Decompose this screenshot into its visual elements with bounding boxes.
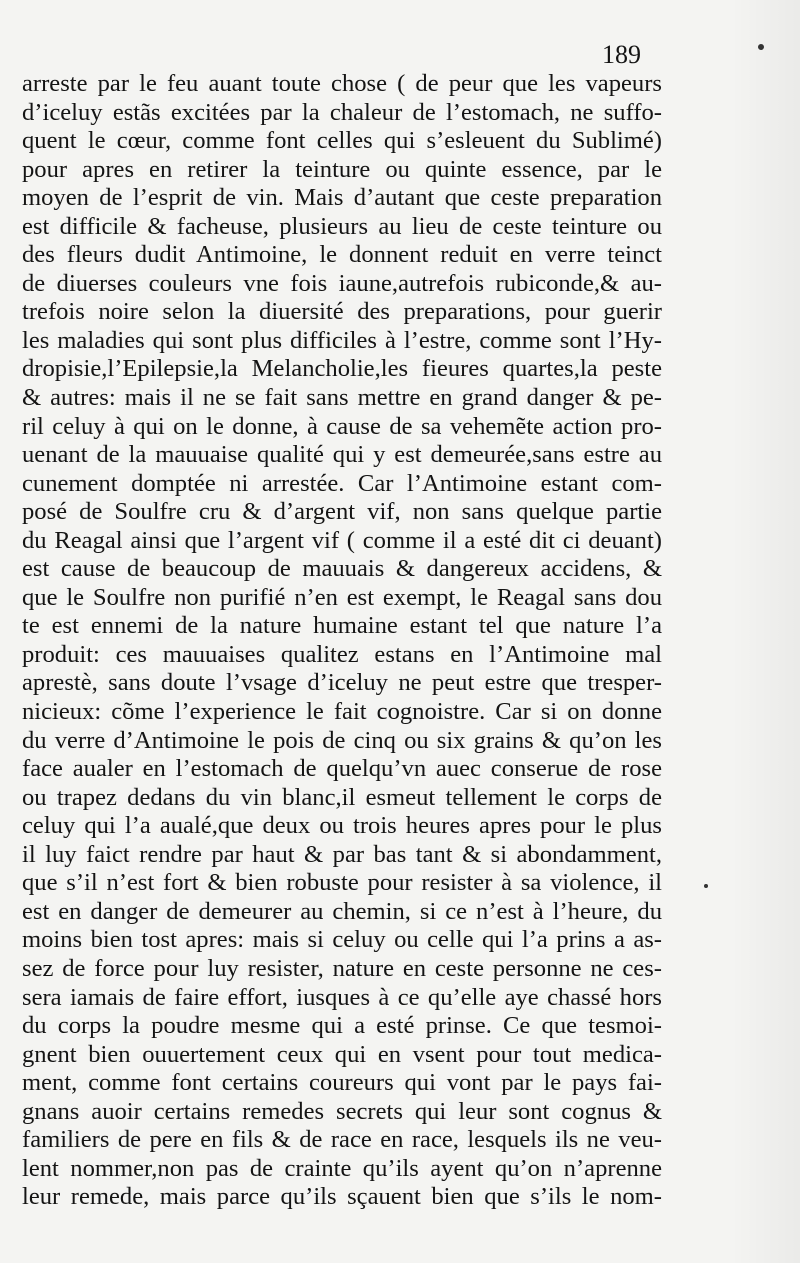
text-line: du corps la poudre mesme qui a esté prinse. Ce que tesmoi- <box>22 1012 662 1040</box>
text-line: gnans auoir certains remedes secrets qui leur sont cognus & <box>22 1097 662 1125</box>
text-line: est difficile & facheuse, plusieurs au lieu de ceste teinture ou <box>22 212 662 240</box>
text-line: les maladies qui sont plus difficiles à l’estre, comme sont l’Hy- <box>22 326 662 354</box>
text-line: posé de Soulfre cru & d’argent vif, non sans quelque partie <box>22 498 662 526</box>
text-line: que s’il n’est fort & bien robuste pour resister à sa violence, il <box>22 869 662 897</box>
text-line: uenant de la mauuaise qualité qui y est demeurée,sans estre au <box>22 441 662 469</box>
text-line: du Reagal ainsi que l’argent vif ( comme il a esté dit ci deuant) <box>22 526 662 554</box>
text-line: moins bien tost apres: mais si celuy ou celle qui l’a prins a as- <box>22 926 662 954</box>
text-line: te est ennemi de la nature humaine estant tel que nature l’a <box>22 612 662 640</box>
text-line: que le Soulfre non purifié n’en est exempt, le Reagal sans dou <box>22 583 662 611</box>
text-line: cunement domptée ni arrestée. Car l’Antimoine estant com- <box>22 469 662 497</box>
text-line: il luy faict rendre par haut & par bas tant & si abondamment, <box>22 840 662 868</box>
text-line: arreste par le feu auant toute chose ( de peur que les vapeurs <box>22 70 662 97</box>
text-line: familiers de pere en fils & de race en race, lesquels ils ne veu- <box>22 1126 662 1154</box>
text-line: nicieux: cõme l’experience le fait cognoistre. Car si on donne <box>22 698 662 726</box>
text-line: pour apres en retirer la teinture ou quinte essence, par le <box>22 155 662 183</box>
text-line: du verre d’Antimoine le pois de cinq ou six grains & qu’on les <box>22 726 662 754</box>
ink-speck-middle <box>704 884 708 888</box>
text-line: d’iceluy estãs excitées par la chaleur de l’estomach, ne suffo- <box>22 98 662 126</box>
text-line: ment, comme font certains coureurs qui vont par le pays fai- <box>22 1069 662 1097</box>
text-line: des fleurs dudit Antimoine, le donnent reduit en verre teinct <box>22 241 662 269</box>
text-line: face aualer en l’estomach de quelqu’vn auec conserue de rose <box>22 755 662 783</box>
text-line: gnent bien ouuertement ceux qui en vsent pour tout medica- <box>22 1040 662 1068</box>
text-line: produit: ces mauuaises qualitez estans en l’Antimoine mal <box>22 640 662 668</box>
text-line: est en danger de demeurer au chemin, si ce n’est à l’heure, du <box>22 897 662 925</box>
text-line: est cause de beaucoup de mauuais & dangereux accidens, & <box>22 555 662 583</box>
text-line: moyen de l’esprit de vin. Mais d’autant que ceste preparation <box>22 184 662 212</box>
text-line: leur remede, mais parce qu’ils sçauent bien que s’ils le nom- <box>22 1183 662 1211</box>
text-line: de diuerses couleurs vne fois iaune,autrefois rubiconde,& au- <box>22 269 662 297</box>
text-line: trefois noire selon la diuersité des preparations, pour guerir <box>22 298 662 326</box>
text-line: ou trapez dedans du vin blanc,il esmeut tellement le corps de <box>22 783 662 811</box>
text-line: ril celuy à qui on le donne, à cause de sa vehemẽte action pro- <box>22 412 662 440</box>
text-line: lent nommer,non pas de crainte qu’ils ayent qu’on n’aprenne <box>22 1154 662 1182</box>
text-line: sera iamais de faire effort, iusques à ce qu’elle aye chassé hors <box>22 983 662 1011</box>
text-line: & autres: mais il ne se fait sans mettre en grand danger & pe- <box>22 384 662 412</box>
page-number: 189 <box>602 40 641 69</box>
page-edge-shadow <box>730 0 800 1263</box>
text-line: dropisie,l’Epilepsie,la Melancholie,les fieures quartes,la peste <box>22 355 662 383</box>
body-text <box>22 70 662 1212</box>
text-line: quent le cœur, comme font celles qui s’esleuent du Sublimé) <box>22 127 662 155</box>
text-line: aprestè, sans doute l’vsage d’iceluy ne peut estre que tresper- <box>22 669 662 697</box>
ink-speck-top <box>758 44 764 50</box>
text-line: sez de force pour luy resister, nature en ceste personne ne ces- <box>22 954 662 982</box>
text-line: celuy qui l’a aualé,que deux ou trois heures apres pour le plus <box>22 812 662 840</box>
